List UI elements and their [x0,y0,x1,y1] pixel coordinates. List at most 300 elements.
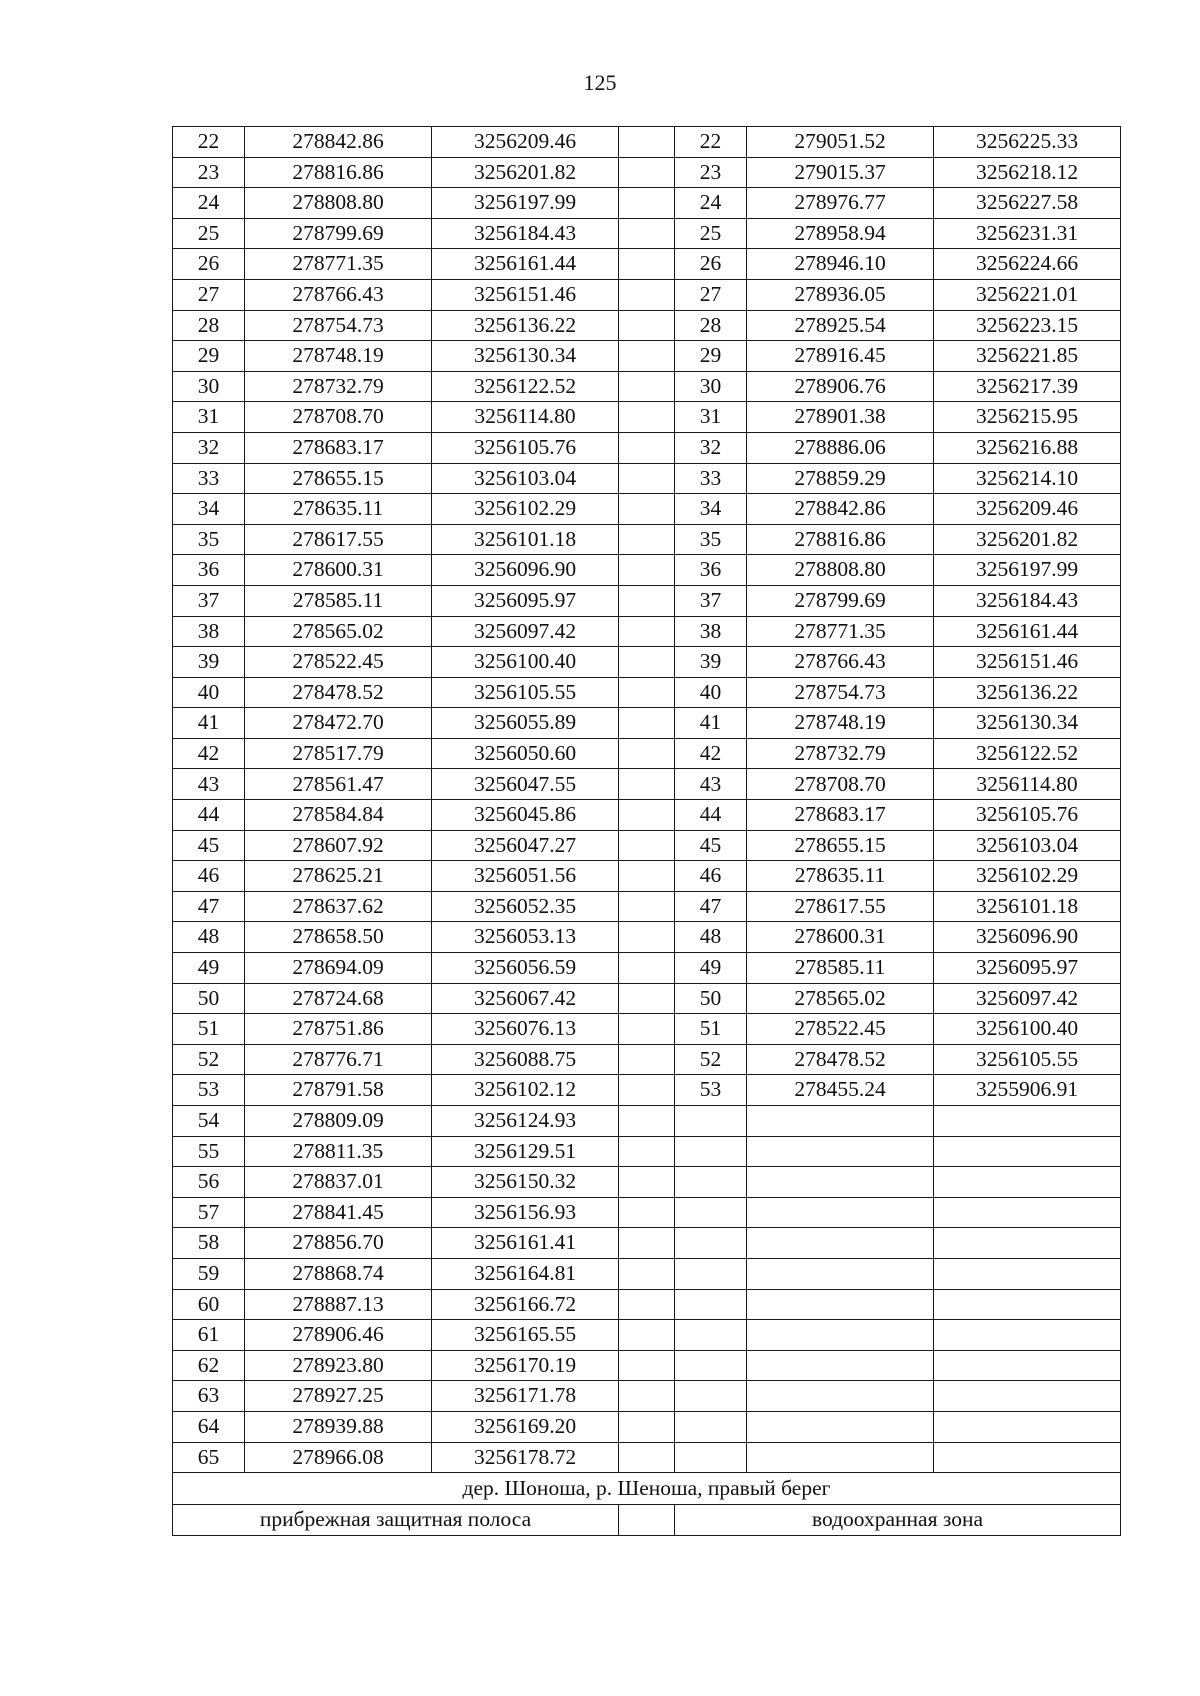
table-row [173,1258,1121,1289]
left-y-coordinate: 3256166.72 [432,1289,619,1320]
gap-cell [619,1228,675,1259]
gap-cell [619,1442,675,1473]
right-y-coordinate: 3256215.95 [934,402,1121,433]
right-x-coordinate: 278522.45 [747,1014,934,1045]
table-row [173,1289,1121,1320]
table-row [173,1442,1121,1473]
left-point-number: 30 [173,371,245,402]
gap-cell [619,432,675,463]
table-row [173,1411,1121,1442]
left-x-coordinate: 278811.35 [245,1136,432,1167]
left-point-number: 44 [173,800,245,831]
gap-cell [619,708,675,739]
left-y-coordinate: 3256102.12 [432,1075,619,1106]
left-y-coordinate: 3256101.18 [432,524,619,555]
left-x-coordinate: 278868.74 [245,1258,432,1289]
right-x-coordinate: 278748.19 [747,708,934,739]
left-point-number: 28 [173,310,245,341]
right-y-coordinate [934,1258,1121,1289]
left-x-coordinate: 278565.02 [245,616,432,647]
left-y-coordinate: 3256124.93 [432,1106,619,1137]
left-point-number: 43 [173,769,245,800]
left-x-coordinate: 278658.50 [245,922,432,953]
right-x-coordinate [747,1381,934,1412]
left-y-coordinate: 3256047.55 [432,769,619,800]
right-x-coordinate: 278859.29 [747,463,934,494]
right-point-number: 42 [675,738,747,769]
right-y-coordinate: 3256101.18 [934,891,1121,922]
gap-cell [619,310,675,341]
right-point-number: 52 [675,1044,747,1075]
table-row [173,188,1121,219]
left-point-number: 25 [173,218,245,249]
left-point-number: 26 [173,249,245,280]
right-point-number: 28 [675,310,747,341]
table-row [173,585,1121,616]
gap-cell [619,218,675,249]
table-row [173,891,1121,922]
left-point-number: 37 [173,585,245,616]
left-y-coordinate: 3256076.13 [432,1014,619,1045]
left-point-number: 61 [173,1320,245,1351]
left-x-coordinate: 278472.70 [245,708,432,739]
right-x-coordinate: 278635.11 [747,861,934,892]
right-y-coordinate: 3256130.34 [934,708,1121,739]
right-x-coordinate: 278916.45 [747,341,934,372]
left-point-number: 59 [173,1258,245,1289]
right-y-coordinate [934,1197,1121,1228]
left-x-coordinate: 278842.86 [245,127,432,158]
right-point-number [675,1167,747,1198]
table-row [173,1044,1121,1075]
left-point-number: 40 [173,677,245,708]
left-y-coordinate: 3256095.97 [432,585,619,616]
location-caption: дер. Шоноша, р. Шеноша, правый берег [173,1473,1121,1505]
right-x-coordinate: 279015.37 [747,157,934,188]
right-x-coordinate: 278946.10 [747,249,934,280]
gap-cell [619,188,675,219]
right-point-number: 25 [675,218,747,249]
left-y-coordinate: 3256105.55 [432,677,619,708]
right-x-coordinate [747,1411,934,1442]
coordinates-table-body [173,127,1121,1473]
right-y-coordinate [934,1320,1121,1351]
table-row [173,127,1121,158]
left-y-coordinate: 3256088.75 [432,1044,619,1075]
right-x-coordinate: 278901.38 [747,402,934,433]
right-point-number [675,1289,747,1320]
left-point-number: 64 [173,1411,245,1442]
gap-cell [619,371,675,402]
left-point-number: 24 [173,188,245,219]
right-point-number [675,1106,747,1137]
right-y-coordinate: 3256216.88 [934,432,1121,463]
left-x-coordinate: 278887.13 [245,1289,432,1320]
left-x-coordinate: 278478.52 [245,677,432,708]
gap-cell [619,1167,675,1198]
right-x-coordinate: 278976.77 [747,188,934,219]
left-x-coordinate: 278517.79 [245,738,432,769]
right-point-number: 39 [675,647,747,678]
left-point-number: 46 [173,861,245,892]
right-y-coordinate: 3256095.97 [934,953,1121,984]
right-x-coordinate: 278565.02 [747,983,934,1014]
right-y-coordinate: 3256096.90 [934,922,1121,953]
right-x-coordinate: 278771.35 [747,616,934,647]
right-point-number: 33 [675,463,747,494]
table-row [173,1381,1121,1412]
right-point-number: 23 [675,157,747,188]
water-protection-zone-label: водоохранная зона [675,1504,1121,1536]
left-x-coordinate: 278732.79 [245,371,432,402]
right-y-coordinate: 3256100.40 [934,1014,1121,1045]
left-y-coordinate: 3256045.86 [432,800,619,831]
left-x-coordinate: 278816.86 [245,157,432,188]
table-row [173,1075,1121,1106]
left-point-number: 65 [173,1442,245,1473]
zone-labels-row [173,1504,1121,1536]
right-x-coordinate: 278958.94 [747,218,934,249]
left-x-coordinate: 278625.21 [245,861,432,892]
right-y-coordinate: 3256221.01 [934,279,1121,310]
gap-cell [619,1044,675,1075]
right-x-coordinate: 278655.15 [747,830,934,861]
left-y-coordinate: 3256156.93 [432,1197,619,1228]
table-row [173,371,1121,402]
right-y-coordinate: 3256224.66 [934,249,1121,280]
coordinates-table [172,126,1121,1536]
left-x-coordinate: 278808.80 [245,188,432,219]
left-x-coordinate: 278617.55 [245,524,432,555]
table-row [173,922,1121,953]
left-y-coordinate: 3256171.78 [432,1381,619,1412]
right-x-coordinate [747,1136,934,1167]
gap-cell [619,402,675,433]
right-point-number: 51 [675,1014,747,1045]
right-point-number: 27 [675,279,747,310]
gap-cell [619,1289,675,1320]
left-point-number: 38 [173,616,245,647]
left-y-coordinate: 3256096.90 [432,555,619,586]
right-point-number: 26 [675,249,747,280]
left-point-number: 34 [173,494,245,525]
gap-cell [619,1320,675,1351]
table-row [173,157,1121,188]
left-y-coordinate: 3256051.56 [432,861,619,892]
left-point-number: 62 [173,1350,245,1381]
gap-cell [619,494,675,525]
left-y-coordinate: 3256136.22 [432,310,619,341]
table-row [173,341,1121,372]
left-y-coordinate: 3256067.42 [432,983,619,1014]
left-x-coordinate: 278939.88 [245,1411,432,1442]
left-point-number: 51 [173,1014,245,1045]
left-y-coordinate: 3256047.27 [432,830,619,861]
right-x-coordinate: 278936.05 [747,279,934,310]
right-point-number: 37 [675,585,747,616]
left-x-coordinate: 278522.45 [245,647,432,678]
gap-cell [619,1350,675,1381]
left-x-coordinate: 278771.35 [245,249,432,280]
right-y-coordinate [934,1136,1121,1167]
gap-cell [619,738,675,769]
left-y-coordinate: 3256151.46 [432,279,619,310]
table-row [173,1167,1121,1198]
table-row [173,279,1121,310]
gap-cell [619,1106,675,1137]
left-x-coordinate: 278600.31 [245,555,432,586]
right-x-coordinate: 278808.80 [747,555,934,586]
left-x-coordinate: 278927.25 [245,1381,432,1412]
left-x-coordinate: 278776.71 [245,1044,432,1075]
table-row [173,524,1121,555]
right-y-coordinate: 3256225.33 [934,127,1121,158]
gap-cell [619,1381,675,1412]
left-y-coordinate: 3256197.99 [432,188,619,219]
left-point-number: 33 [173,463,245,494]
left-point-number: 39 [173,647,245,678]
left-y-coordinate: 3256103.04 [432,463,619,494]
left-x-coordinate: 278799.69 [245,218,432,249]
left-point-number: 36 [173,555,245,586]
right-x-coordinate [747,1350,934,1381]
right-y-coordinate [934,1289,1121,1320]
table-row [173,861,1121,892]
right-x-coordinate [747,1258,934,1289]
right-point-number: 41 [675,708,747,739]
left-y-coordinate: 3256055.89 [432,708,619,739]
left-y-coordinate: 3256130.34 [432,341,619,372]
right-y-coordinate: 3256097.42 [934,983,1121,1014]
gap-cell [619,1197,675,1228]
table-row [173,1320,1121,1351]
right-y-coordinate: 3256209.46 [934,494,1121,525]
right-point-number: 31 [675,402,747,433]
gap-cell [619,830,675,861]
right-y-coordinate: 3256197.99 [934,555,1121,586]
left-y-coordinate: 3256165.55 [432,1320,619,1351]
left-y-coordinate: 3256052.35 [432,891,619,922]
left-x-coordinate: 278585.11 [245,585,432,616]
left-y-coordinate: 3256050.60 [432,738,619,769]
right-y-coordinate: 3256221.85 [934,341,1121,372]
right-x-coordinate: 278455.24 [747,1075,934,1106]
right-point-number: 50 [675,983,747,1014]
left-point-number: 52 [173,1044,245,1075]
gap-cell [619,861,675,892]
gap-cell [619,127,675,158]
left-x-coordinate: 278766.43 [245,279,432,310]
gap-cell [619,800,675,831]
left-point-number: 23 [173,157,245,188]
right-x-coordinate: 278585.11 [747,953,934,984]
right-point-number: 32 [675,432,747,463]
left-point-number: 32 [173,432,245,463]
right-y-coordinate [934,1350,1121,1381]
table-row [173,1228,1121,1259]
right-y-coordinate: 3256151.46 [934,647,1121,678]
left-y-coordinate: 3256100.40 [432,647,619,678]
right-point-number: 53 [675,1075,747,1106]
right-point-number [675,1197,747,1228]
right-y-coordinate: 3256114.80 [934,769,1121,800]
right-y-coordinate: 3256122.52 [934,738,1121,769]
table-row [173,983,1121,1014]
right-point-number: 30 [675,371,747,402]
table-row [173,769,1121,800]
right-point-number: 36 [675,555,747,586]
left-y-coordinate: 3256209.46 [432,127,619,158]
right-y-coordinate: 3256136.22 [934,677,1121,708]
left-point-number: 53 [173,1075,245,1106]
right-point-number: 45 [675,830,747,861]
left-point-number: 55 [173,1136,245,1167]
left-y-coordinate: 3256053.13 [432,922,619,953]
left-y-coordinate: 3256105.76 [432,432,619,463]
right-y-coordinate: 3256218.12 [934,157,1121,188]
gap-cell [619,953,675,984]
left-x-coordinate: 278841.45 [245,1197,432,1228]
left-y-coordinate: 3256161.44 [432,249,619,280]
table-row [173,310,1121,341]
table-row [173,800,1121,831]
left-point-number: 41 [173,708,245,739]
right-y-coordinate: 3256231.31 [934,218,1121,249]
gap-cell [619,157,675,188]
left-x-coordinate: 278683.17 [245,432,432,463]
right-y-coordinate [934,1381,1121,1412]
table-row [173,1014,1121,1045]
left-point-number: 31 [173,402,245,433]
left-y-coordinate: 3256201.82 [432,157,619,188]
table-row [173,249,1121,280]
table-row [173,218,1121,249]
right-point-number: 48 [675,922,747,953]
right-point-number: 24 [675,188,747,219]
table-row [173,953,1121,984]
right-y-coordinate: 3256214.10 [934,463,1121,494]
right-y-coordinate: 3256161.44 [934,616,1121,647]
left-point-number: 42 [173,738,245,769]
right-point-number: 46 [675,861,747,892]
left-x-coordinate: 278754.73 [245,310,432,341]
gap-cell [619,555,675,586]
right-x-coordinate: 278478.52 [747,1044,934,1075]
gap-cell [619,922,675,953]
right-x-coordinate: 278799.69 [747,585,934,616]
right-point-number: 29 [675,341,747,372]
left-point-number: 60 [173,1289,245,1320]
right-x-coordinate [747,1228,934,1259]
right-point-number: 38 [675,616,747,647]
left-y-coordinate: 3256184.43 [432,218,619,249]
right-point-number [675,1228,747,1259]
right-point-number: 35 [675,524,747,555]
right-x-coordinate: 278732.79 [747,738,934,769]
left-y-coordinate: 3256114.80 [432,402,619,433]
right-y-coordinate: 3256102.29 [934,861,1121,892]
table-row [173,555,1121,586]
left-x-coordinate: 278966.08 [245,1442,432,1473]
right-x-coordinate: 278617.55 [747,891,934,922]
gap-cell [619,1504,675,1536]
left-y-coordinate: 3256169.20 [432,1411,619,1442]
gap-cell [619,647,675,678]
left-y-coordinate: 3256164.81 [432,1258,619,1289]
gap-cell [619,1411,675,1442]
right-point-number [675,1411,747,1442]
left-point-number: 47 [173,891,245,922]
right-x-coordinate [747,1167,934,1198]
left-point-number: 48 [173,922,245,953]
table-row [173,647,1121,678]
left-y-coordinate: 3256129.51 [432,1136,619,1167]
left-y-coordinate: 3256097.42 [432,616,619,647]
left-point-number: 29 [173,341,245,372]
right-x-coordinate: 278600.31 [747,922,934,953]
left-y-coordinate: 3256150.32 [432,1167,619,1198]
table-row [173,616,1121,647]
left-y-coordinate: 3256102.29 [432,494,619,525]
right-point-number [675,1136,747,1167]
table-row [173,738,1121,769]
table-row [173,432,1121,463]
left-x-coordinate: 278791.58 [245,1075,432,1106]
left-x-coordinate: 278856.70 [245,1228,432,1259]
left-point-number: 58 [173,1228,245,1259]
page-number: 125 [583,70,617,95]
table-row [173,1136,1121,1167]
right-point-number [675,1350,747,1381]
table-row [173,708,1121,739]
right-point-number: 40 [675,677,747,708]
left-x-coordinate: 278748.19 [245,341,432,372]
gap-cell [619,1075,675,1106]
left-x-coordinate: 278724.68 [245,983,432,1014]
right-y-coordinate [934,1106,1121,1137]
gap-cell [619,1014,675,1045]
right-y-coordinate: 3256227.58 [934,188,1121,219]
left-y-coordinate: 3256122.52 [432,371,619,402]
right-x-coordinate: 278842.86 [747,494,934,525]
left-x-coordinate: 278751.86 [245,1014,432,1045]
right-x-coordinate: 278754.73 [747,677,934,708]
gap-cell [619,616,675,647]
right-point-number: 34 [675,494,747,525]
gap-cell [619,463,675,494]
right-x-coordinate: 278683.17 [747,800,934,831]
left-x-coordinate: 278694.09 [245,953,432,984]
table-row [173,677,1121,708]
right-y-coordinate: 3256103.04 [934,830,1121,861]
gap-cell [619,677,675,708]
left-point-number: 63 [173,1381,245,1412]
gap-cell [619,585,675,616]
left-point-number: 45 [173,830,245,861]
left-x-coordinate: 278809.09 [245,1106,432,1137]
right-x-coordinate [747,1320,934,1351]
right-y-coordinate: 3256105.55 [934,1044,1121,1075]
table-row [173,1106,1121,1137]
left-x-coordinate: 278708.70 [245,402,432,433]
right-point-number: 22 [675,127,747,158]
gap-cell [619,1258,675,1289]
right-x-coordinate [747,1106,934,1137]
right-y-coordinate: 3256201.82 [934,524,1121,555]
table-row [173,494,1121,525]
gap-cell [619,249,675,280]
table-row [173,1350,1121,1381]
